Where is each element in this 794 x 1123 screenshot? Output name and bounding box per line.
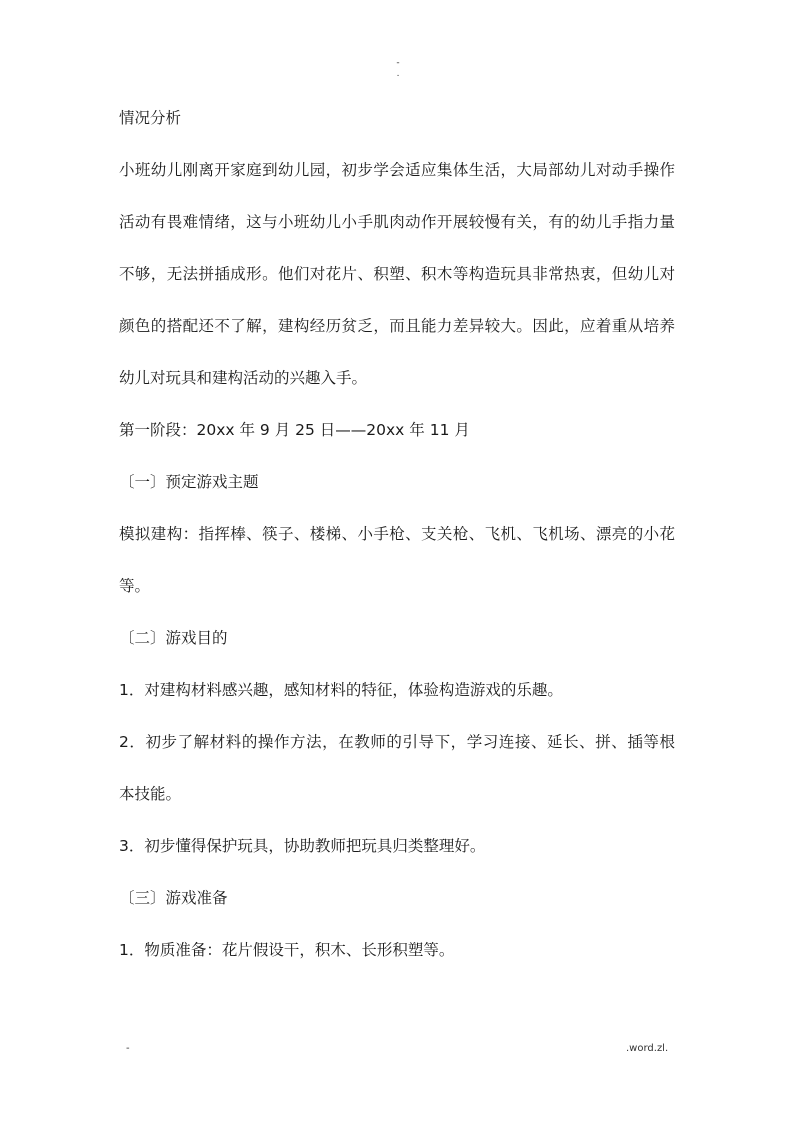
paragraph-line: 小班幼儿刚离开家庭到幼儿园，初步学会适应集体生活，大局部幼儿对动手操作: [119, 161, 675, 179]
document-body: [119, 102, 675, 966]
paragraph-line: 幼儿对玩具和建构活动的兴趣入手。: [119, 369, 368, 387]
section-title-preparation: 〔三〕游戏准备: [119, 889, 228, 907]
page-header-mark: [390, 58, 406, 80]
paragraph-line: 不够，无法拼插成形。他们对花片、积塑、积木等构造玩具非常热衷，但幼儿对: [119, 265, 675, 283]
section-title-goals: 〔二〕游戏目的: [119, 629, 228, 647]
goal-item: 3．初步懂得保护玩具，协助教师把玩具归类整理好。: [119, 837, 486, 855]
stage-heading: 第一阶段：20xx 年 9 月 25 日——20xx 年 11 月: [119, 421, 470, 439]
footer-right-mark: .word.zl.: [626, 1043, 669, 1054]
paragraph-line: 颜色的搭配还不了解，建构经历贫乏，而且能力差异较大。因此，应着重从培养: [119, 317, 675, 335]
theme-text-line: 模拟建构：指挥棒、筷子、楼梯、小手枪、支关枪、飞机、飞机场、漂亮的小花: [119, 525, 675, 543]
section-title-theme: 〔一〕预定游戏主题: [119, 473, 259, 491]
goal-item: 1．对建构材料感兴趣，感知材料的特征，体验构造游戏的乐趣。: [119, 681, 563, 699]
theme-text-line: 等。: [119, 577, 151, 595]
footer-left-mark: -: [126, 1043, 130, 1054]
analysis-paragraph: [119, 154, 675, 394]
paragraph-line: 活动有畏难情绪，这与小班幼儿小手肌肉动作开展较慢有关，有的幼儿手指力量: [119, 213, 675, 231]
goal-item: 2．初步了解材料的操作方法，在教师的引导下，学习连接、延长、拼、插等根: [119, 733, 675, 751]
section-heading: 情况分析: [119, 109, 182, 127]
header-dash: -: [396, 58, 400, 68]
preparation-item: 1．物质准备：花片假设干，积木、长形积塑等。: [119, 941, 455, 959]
goal-item-continued: 本技能。: [119, 785, 182, 803]
header-dot: .: [396, 69, 400, 79]
